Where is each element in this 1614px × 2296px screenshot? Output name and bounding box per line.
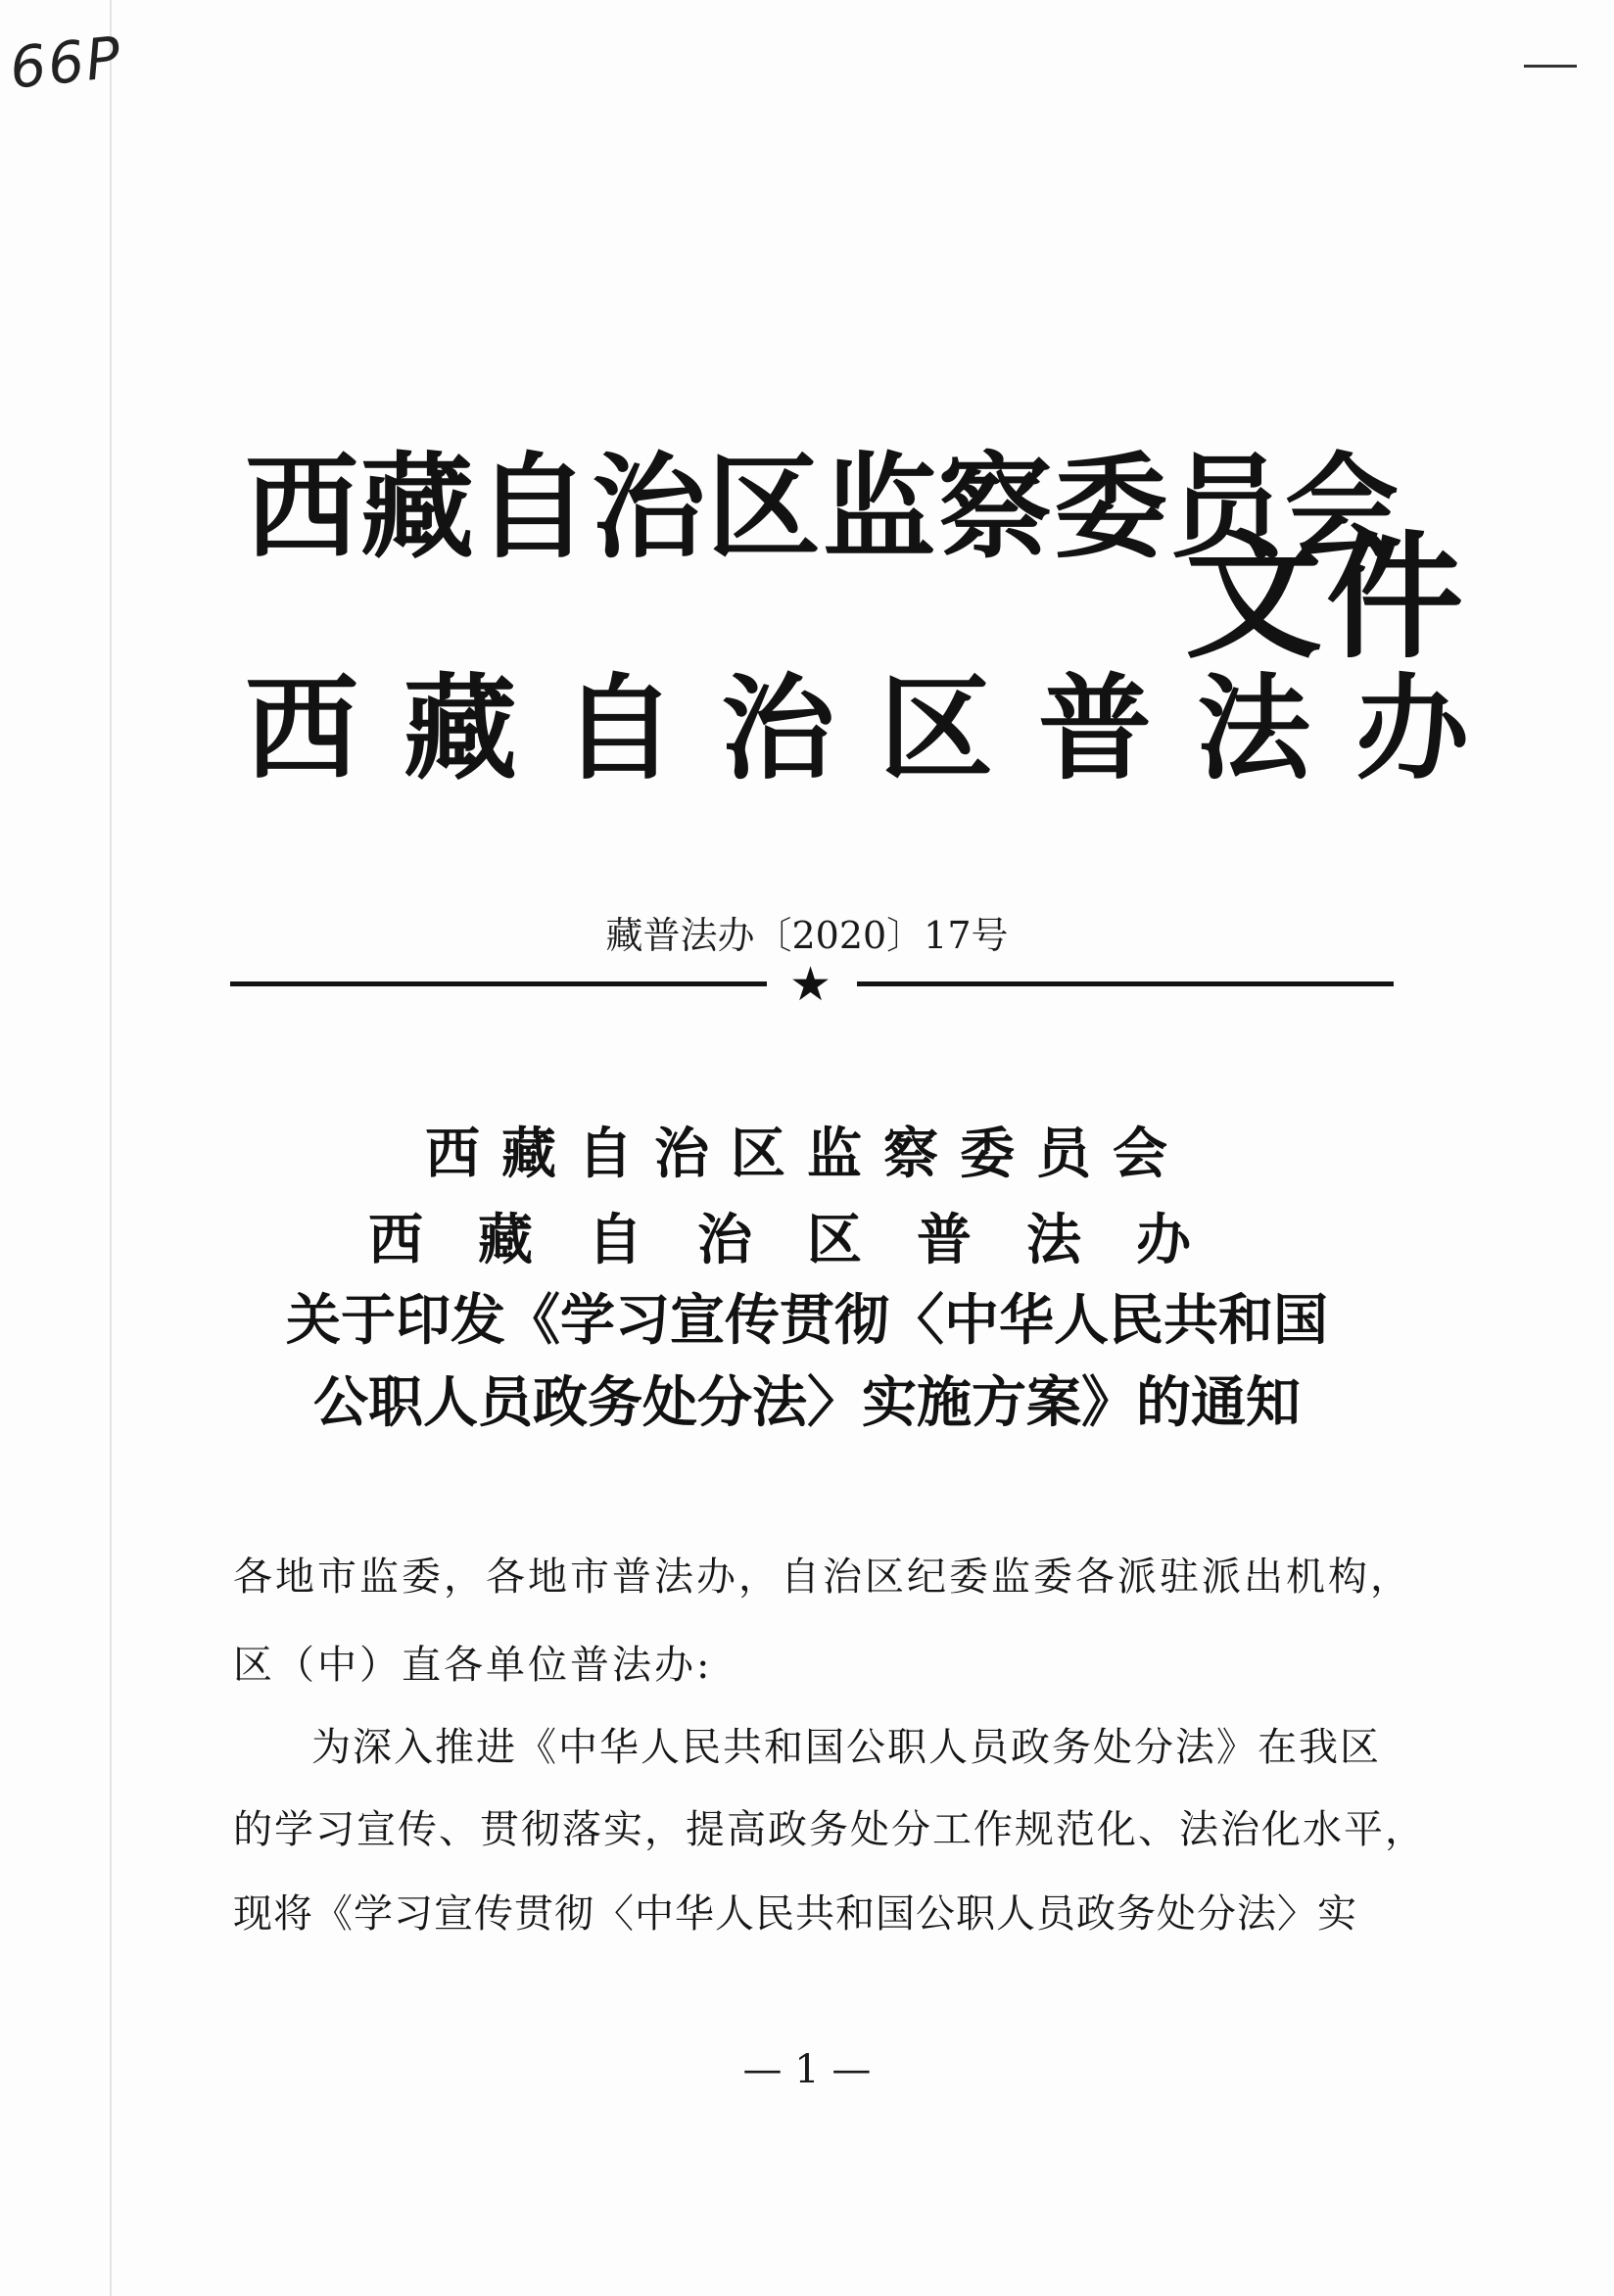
- page-number: — 1 —: [742, 2047, 872, 2092]
- issuer-line-2: 西藏自治区普法办: [245, 662, 1514, 795]
- issuer-line-1: 西藏自治区监察委员会: [245, 441, 1400, 574]
- title-line-4: 公职人员政务处分法〉实施方案》的通知: [313, 1370, 1301, 1435]
- document-number: 藏普法办〔2020〕17号: [605, 914, 1009, 957]
- separator-rule-right: [857, 981, 1394, 986]
- document-word: 文件: [1185, 517, 1468, 678]
- body-paragraph-line-2: 的学习宣传、贯彻落实，提高政务处分工作规范化、法治化水平，: [233, 1807, 1426, 1852]
- recipients-line-1: 各地市监委，各地市普法办，自治区纪委监委各派驻派出机构，: [233, 1555, 1412, 1600]
- title-line-2: 西藏自治区普法办: [368, 1208, 1246, 1272]
- separator-rule-left: [230, 981, 767, 986]
- title-line-1: 西藏自治区监察委员会: [425, 1122, 1189, 1186]
- corner-mark: [1524, 65, 1577, 68]
- handwritten-mark: 66P: [6, 24, 126, 102]
- title-line-3: 关于印发《学习宣传贯彻〈中华人民共和国: [286, 1288, 1328, 1353]
- star-icon: ★: [789, 957, 832, 1012]
- body-paragraph-line-3: 现将《学习宣传贯彻〈中华人民共和国公职人员政务处分法〉实: [233, 1891, 1357, 1937]
- recipients-line-2: 区（中）直各单位普法办:: [233, 1643, 713, 1688]
- body-paragraph-line-1: 为深入推进《中华人民共和国公职人员政务处分法》在我区: [311, 1725, 1381, 1770]
